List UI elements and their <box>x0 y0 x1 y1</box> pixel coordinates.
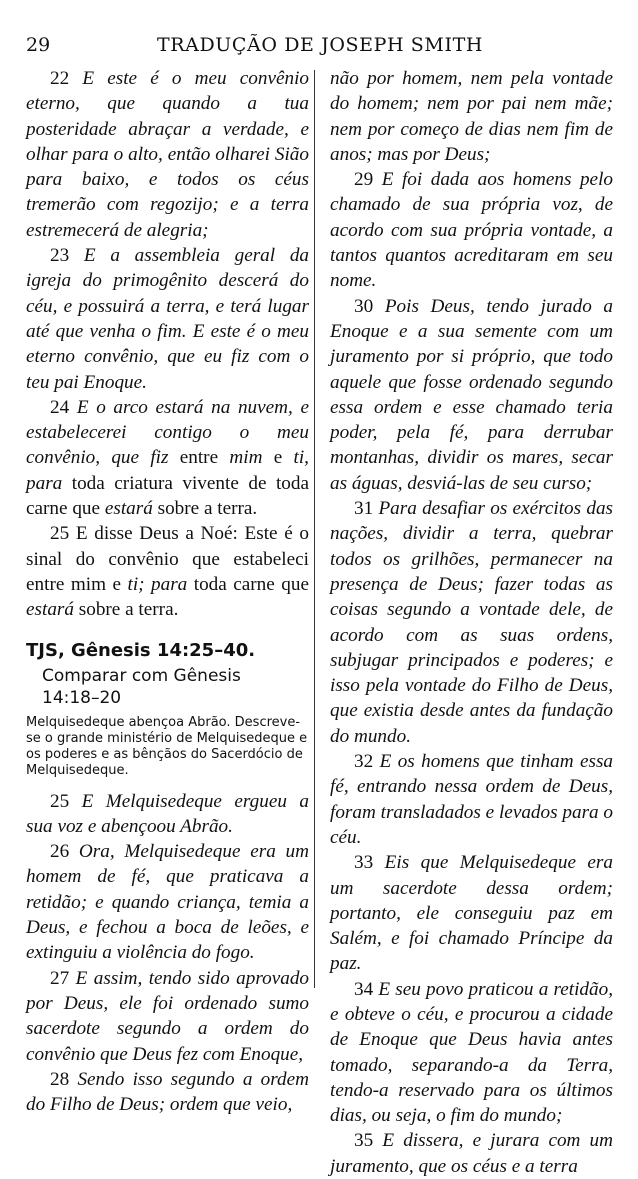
verse-number: 25 <box>50 790 70 812</box>
verse-number: 25 <box>50 523 70 545</box>
section-heading: TJS, Gênesis 14:25–40. <box>26 639 256 661</box>
verse-number: 29 <box>354 169 374 191</box>
verse-number: 22 <box>50 68 70 89</box>
verse-text-roman: E disse Deus a Noé: Este é o sinal do convênio que estabeleci entre mim e <box>26 523 309 595</box>
verse-text-roman: sobre a terra. <box>73 599 179 621</box>
left-column <box>26 66 309 1117</box>
verse-22 <box>26 66 309 243</box>
verse-34 <box>330 977 613 1129</box>
running-title: TRADUÇÃO DE JOSEPH SMITH <box>156 34 484 56</box>
verse-32 <box>330 749 613 850</box>
page-header <box>26 34 614 60</box>
compare-line: 14:18–20 <box>42 687 122 708</box>
verse-number: 33 <box>354 852 374 874</box>
verse-number: 30 <box>354 295 374 317</box>
column-divider <box>314 70 315 988</box>
verse-text-roman: entre <box>168 447 230 469</box>
verse-number: 24 <box>50 396 70 418</box>
verse-text: E seu povo praticou a retidão, e obteve o céu, e procurou a cidade de Enoque que Deus havia antes tomado, separando-a da Terra, tendo-a reservado para os últimos dias, ou seja, o fim do mundo; <box>330 978 613 1127</box>
verse-text-roman: e <box>262 447 294 469</box>
verse-text: E Melquisedeque ergueu a sua voz e abençoou Abrão. <box>26 790 310 837</box>
verse-text-italic: estará <box>104 498 153 520</box>
verse-text-italic: estará <box>26 599 74 621</box>
verse-continuation <box>330 66 613 167</box>
verse-text: Sendo isso segundo a ordem do Filho de Deus; ordem que veio, <box>26 1068 309 1116</box>
verse-23 <box>26 243 309 395</box>
verse-text-roman: toda criatura vivente de toda carne que <box>26 472 309 520</box>
verse-35 <box>330 1128 613 1179</box>
verse-number: 27 <box>50 967 70 989</box>
verse-number: 28 <box>50 1068 70 1090</box>
verse-text: Para desafiar os exércitos das nações, dividir a terra, quebrar todos os grilhões, permanecer na presença de Deus; fazer todas as coisas segundo a vontade dele, de acordo com as suas ordens, subjugar principados e poderes; e isso pela vontade do Filho de Deus, que existia desde antes da fundação do mundo. <box>330 498 614 747</box>
verse-text: E a assembleia geral da igreja do primogênito descerá do céu, e possuirá a terra, e terá lugar até que venha o fim. E este é o meu eterno convênio, que eu fiz com o teu pai Enoque. <box>26 245 310 393</box>
verse-text-italic: ti; para <box>127 573 188 595</box>
verse-text: não por homem, nem pela vontade do homem; nem por pai nem mãe; nem por começo de dias nem fim de anos; mas por Deus; <box>330 68 613 165</box>
verse-text: Eis que Melquisedeque era um sacerdote dessa ordem; portanto, ele conseguiu paz em Salém, e foi chamado Príncipe da paz. <box>330 852 613 975</box>
verse-31 <box>330 496 613 749</box>
compare-line: Comparar com Gênesis <box>42 665 241 686</box>
verse-text: E foi dada aos homens pelo chamado de sua própria voz, de acordo com sua própria vontade, a tantos quantos acreditaram em seu nome. <box>330 169 613 292</box>
verse-number: 26 <box>50 841 70 863</box>
verse-text-italic: ti, para <box>26 447 309 494</box>
right-column <box>330 66 613 1179</box>
verse-33 <box>330 850 613 976</box>
verse-text: Ora, Melquisedeque era um homem de fé, que praticava a retidão; e quando criança, temia a Deus, e fechou a boca de leões, e extinguiu a violência do fogo. <box>26 841 310 964</box>
verse-number: 32 <box>354 751 374 773</box>
verse-27 <box>26 966 309 1067</box>
verse-text: Pois Deus, tendo jurado a Enoque e a sua semente com um juramento por si próprio, que todo aquele que fosse ordenado segundo essa ordem e esse chamado teria poder, pela fé, para derrubar montanhas, dividir os mares, secar as águas, desviá-las de seu curso; <box>330 295 614 494</box>
verse-text-italic: mim <box>229 447 263 469</box>
verse-30 <box>330 294 613 496</box>
verse-text-roman: sobre a terra. <box>152 498 258 520</box>
verse-24 <box>26 395 309 521</box>
page-number: 29 <box>26 34 51 56</box>
verse-29 <box>330 167 613 293</box>
verse-number: 23 <box>50 245 70 267</box>
verse-number: 34 <box>354 978 374 1000</box>
chapter-summary: Melquisedeque abençoa Abrão. Descreve-se o grande ministério de Melquisedeque e os poderes e as bênçãos do Sacerdócio de Melquisedeque. <box>26 714 308 778</box>
verse-number: 35 <box>354 1130 374 1152</box>
verse-25 <box>26 521 309 622</box>
compare-reference <box>26 665 309 709</box>
verse-text: E este é o meu convênio eterno, que quando a tua posteridade abraçar a verdade, e olhar para o alto, então olharei Sião para baixo, e todos os céus tremerão com regozijo; e a terra estremecerá de alegria; <box>26 68 309 241</box>
verse-text: E dissera, e jurara com um juramento, que os céus e a terra <box>330 1130 614 1177</box>
verse-text-italic: E o arco estará na nuvem, e estabelecerei contigo o meu convênio, que fiz <box>26 396 309 469</box>
verse-number: 31 <box>354 498 374 520</box>
verse-26 <box>26 839 309 965</box>
verse-text: E assim, tendo sido aprovado por Deus, ele foi ordenado sumo sacerdote segundo a ordem do convênio que Deus fez com Enoque, <box>26 967 310 1065</box>
verse-28 <box>26 1067 309 1118</box>
verse-text: E os homens que tinham essa fé, entrando nessa ordem de Deus, foram transladados e levados para o céu. <box>330 751 614 848</box>
verse-text-roman: toda carne que <box>187 573 309 595</box>
verse-25b <box>26 789 309 840</box>
